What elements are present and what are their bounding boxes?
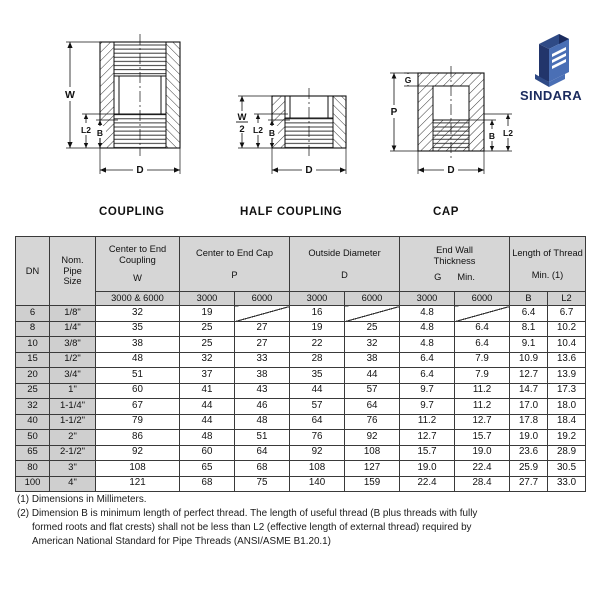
table-row <box>16 461 586 477</box>
cell-g-3000: 4.8 <box>400 306 455 322</box>
cell-p-3000: 19 <box>180 306 235 322</box>
cell-w-3000-6000: 121 <box>96 476 180 492</box>
footnotes-block <box>17 493 583 550</box>
svg-text:B: B <box>488 131 496 141</box>
cell-w-3000-6000: 32 <box>96 306 180 322</box>
half-coupling-caption: HALF COUPLING <box>240 206 343 218</box>
cell-g-6000: 22.4 <box>455 461 510 477</box>
sindara-logo <box>505 32 597 112</box>
table-row <box>16 337 586 353</box>
cell-d-6000: 76 <box>345 414 400 430</box>
cell-p-3000: 25 <box>180 321 235 337</box>
cell-p-3000: 44 <box>180 414 235 430</box>
cell-d-3000: 108 <box>290 461 345 477</box>
table-row <box>16 445 586 461</box>
cell-d-3000: 35 <box>290 368 345 384</box>
cell-g-3000: 15.7 <box>400 445 455 461</box>
svg-text:P: P <box>390 107 398 118</box>
cell-l2: 18.0 <box>548 399 586 415</box>
cell-dn: 15 <box>16 352 50 368</box>
cell-d-3000: 22 <box>290 337 345 353</box>
cell-l2: 30.5 <box>548 461 586 477</box>
subheader-g-3000: 3000 <box>400 292 455 306</box>
cell-b: 17.8 <box>510 414 548 430</box>
cell-b: 25.9 <box>510 461 548 477</box>
cell-d-6000: 159 <box>345 476 400 492</box>
cell-dn: 80 <box>16 461 50 477</box>
footnote-2-line-1: (2) Dimension B is minimum length of perfect thread. The length of useful thread (B plus threads with fully <box>17 508 478 520</box>
table-row <box>16 476 586 492</box>
svg-text:W: W <box>65 89 75 101</box>
cell-l2: 19.2 <box>548 430 586 446</box>
cell-g-6000: 19.0 <box>455 445 510 461</box>
cell-d-3000: 76 <box>290 430 345 446</box>
table-row <box>16 321 586 337</box>
cell-b: 12.7 <box>510 368 548 384</box>
table-row <box>16 383 586 399</box>
cell-nominal-pipe-size: 4" <box>50 476 96 492</box>
svg-text:G: G <box>404 75 412 85</box>
coupling-drawing <box>48 28 223 200</box>
cell-nominal-pipe-size: 3" <box>50 461 96 477</box>
cell-p-6000 <box>235 306 290 322</box>
cell-b: 19.0 <box>510 430 548 446</box>
subheader-b: B <box>510 292 548 306</box>
cell-b: 14.7 <box>510 383 548 399</box>
cell-dn: 32 <box>16 399 50 415</box>
cell-g-3000: 9.7 <box>400 383 455 399</box>
cell-p-6000: 27 <box>235 337 290 353</box>
cell-d-6000: 38 <box>345 352 400 368</box>
cap-caption: CAP <box>433 206 460 218</box>
cell-nominal-pipe-size: 3/4" <box>50 368 96 384</box>
col-header-nominal-pipe-size: Nom. Pipe Size <box>50 237 96 306</box>
cell-w-3000-6000: 35 <box>96 321 180 337</box>
cell-nominal-pipe-size: 1-1/2" <box>50 414 96 430</box>
cell-w-3000-6000: 108 <box>96 461 180 477</box>
cell-w-3000-6000: 86 <box>96 430 180 446</box>
cell-nominal-pipe-size: 1/8" <box>50 306 96 322</box>
cell-d-3000: 92 <box>290 445 345 461</box>
cell-p-3000: 41 <box>180 383 235 399</box>
cell-p-6000: 64 <box>235 445 290 461</box>
cell-l2: 13.6 <box>548 352 586 368</box>
cell-nominal-pipe-size: 1/4" <box>50 321 96 337</box>
cell-d-6000: 57 <box>345 383 400 399</box>
cell-p-6000: 48 <box>235 414 290 430</box>
cell-nominal-pipe-size: 1-1/4" <box>50 399 96 415</box>
isometric-block-logo-icon <box>505 32 597 88</box>
cell-l2: 6.7 <box>548 306 586 322</box>
svg-text:D: D <box>136 165 144 176</box>
cell-d-3000: 28 <box>290 352 345 368</box>
cell-g-3000: 9.7 <box>400 399 455 415</box>
cell-d-3000: 140 <box>290 476 345 492</box>
specification-table <box>15 236 586 492</box>
cell-d-6000: 32 <box>345 337 400 353</box>
cell-p-3000: 44 <box>180 399 235 415</box>
cell-g-3000: 12.7 <box>400 430 455 446</box>
coupling-caption: COUPLING <box>99 206 165 218</box>
cell-l2: 10.4 <box>548 337 586 353</box>
svg-text:L2: L2 <box>503 128 513 138</box>
cell-w-3000-6000: 48 <box>96 352 180 368</box>
cell-d-6000: 92 <box>345 430 400 446</box>
cell-g-6000: 15.7 <box>455 430 510 446</box>
cell-dn: 20 <box>16 368 50 384</box>
cell-nominal-pipe-size: 3/8" <box>50 337 96 353</box>
cell-dn: 6 <box>16 306 50 322</box>
cell-g-6000: 6.4 <box>455 337 510 353</box>
cell-l2: 10.2 <box>548 321 586 337</box>
subheader-d-6000: 6000 <box>345 292 400 306</box>
cell-w-3000-6000: 60 <box>96 383 180 399</box>
cell-p-6000: 43 <box>235 383 290 399</box>
cell-d-3000: 19 <box>290 321 345 337</box>
cell-g-3000: 4.8 <box>400 321 455 337</box>
subheader-l2: L2 <box>548 292 586 306</box>
subheader-w-3000-6000: 3000 & 6000 <box>96 292 180 306</box>
col-header-dn: DN <box>16 237 50 306</box>
svg-text:L2: L2 <box>81 125 91 135</box>
cell-b: 23.6 <box>510 445 548 461</box>
table-row <box>16 430 586 446</box>
specification-table-container <box>15 236 585 492</box>
cell-d-3000: 57 <box>290 399 345 415</box>
col-header-end-wall-thickness: End Wall Thickness G Min. <box>400 237 510 292</box>
cell-g-6000 <box>455 306 510 322</box>
end-wall-symbol-min: Min. <box>457 272 475 283</box>
cell-g-3000: 4.8 <box>400 337 455 353</box>
cell-w-3000-6000: 38 <box>96 337 180 353</box>
cell-b: 8.1 <box>510 321 548 337</box>
subheader-d-3000: 3000 <box>290 292 345 306</box>
cell-nominal-pipe-size: 2-1/2" <box>50 445 96 461</box>
end-wall-symbol-g: G <box>434 272 442 283</box>
table-header-row-main <box>16 237 586 292</box>
table-row <box>16 368 586 384</box>
cell-g-3000: 6.4 <box>400 368 455 384</box>
cell-dn: 8 <box>16 321 50 337</box>
cell-p-6000: 68 <box>235 461 290 477</box>
cell-p-3000: 68 <box>180 476 235 492</box>
subheader-p-6000: 6000 <box>235 292 290 306</box>
cell-p-3000: 48 <box>180 430 235 446</box>
cell-b: 6.4 <box>510 306 548 322</box>
col-header-center-to-end-coupling: Center to End Coupling W <box>96 237 180 292</box>
cell-d-3000: 64 <box>290 414 345 430</box>
cell-g-6000: 7.9 <box>455 352 510 368</box>
cell-p-6000: 33 <box>235 352 290 368</box>
half-coupling-drawing <box>222 28 382 200</box>
cell-dn: 25 <box>16 383 50 399</box>
cell-g-6000: 28.4 <box>455 476 510 492</box>
cell-dn: 65 <box>16 445 50 461</box>
table-row <box>16 306 586 322</box>
cell-g-6000: 7.9 <box>455 368 510 384</box>
cell-g-3000: 19.0 <box>400 461 455 477</box>
subheader-g-6000: 6000 <box>455 292 510 306</box>
cell-p-6000: 38 <box>235 368 290 384</box>
col-header-length-of-thread: Length of Thread Min. (1) <box>510 237 586 292</box>
cell-nominal-pipe-size: 1" <box>50 383 96 399</box>
cell-p-3000: 25 <box>180 337 235 353</box>
cell-w-3000-6000: 92 <box>96 445 180 461</box>
cell-p-6000: 51 <box>235 430 290 446</box>
cell-d-6000: 44 <box>345 368 400 384</box>
cell-p-6000: 27 <box>235 321 290 337</box>
cell-d-6000: 127 <box>345 461 400 477</box>
cell-dn: 100 <box>16 476 50 492</box>
cell-g-6000: 11.2 <box>455 399 510 415</box>
cell-l2: 13.9 <box>548 368 586 384</box>
table-header-row-sub <box>16 292 586 306</box>
cell-nominal-pipe-size: 1/2" <box>50 352 96 368</box>
cell-p-3000: 32 <box>180 352 235 368</box>
cell-d-6000 <box>345 306 400 322</box>
cell-l2: 28.9 <box>548 445 586 461</box>
cell-p-3000: 37 <box>180 368 235 384</box>
cell-l2: 17.3 <box>548 383 586 399</box>
cell-d-3000: 16 <box>290 306 345 322</box>
cell-dn: 40 <box>16 414 50 430</box>
col-header-center-to-end-cap: Center to End Cap P <box>180 237 290 292</box>
svg-text:D: D <box>447 165 455 176</box>
cell-g-6000: 12.7 <box>455 414 510 430</box>
technical-drawings-panel <box>0 0 600 228</box>
table-body <box>16 306 586 492</box>
subheader-p-3000: 3000 <box>180 292 235 306</box>
cell-w-3000-6000: 51 <box>96 368 180 384</box>
cell-p-3000: 60 <box>180 445 235 461</box>
sindara-logo-text: SINDARA <box>519 88 583 103</box>
footnote-2-line-3: American National Standard for Pipe Threads (ANSI/ASME B1.20.1) <box>32 536 331 548</box>
svg-text:2: 2 <box>239 124 245 135</box>
cell-g-6000: 6.4 <box>455 321 510 337</box>
cell-g-3000: 6.4 <box>400 352 455 368</box>
cell-d-6000: 25 <box>345 321 400 337</box>
svg-text:W: W <box>237 112 247 123</box>
cell-d-6000: 64 <box>345 399 400 415</box>
svg-text:L2: L2 <box>253 125 263 135</box>
svg-text:B: B <box>268 128 276 138</box>
cell-l2: 33.0 <box>548 476 586 492</box>
cell-p-6000: 46 <box>235 399 290 415</box>
cell-dn: 50 <box>16 430 50 446</box>
cell-b: 17.0 <box>510 399 548 415</box>
cell-b: 9.1 <box>510 337 548 353</box>
svg-text:B: B <box>96 128 104 138</box>
footnote-2-line-2: formed roots and flat crests) shall not be less than L2 (effective length of external thread) required by <box>32 522 472 534</box>
col-header-outside-diameter: Outside Diameter D <box>290 237 400 292</box>
cell-dn: 10 <box>16 337 50 353</box>
cell-b: 10.9 <box>510 352 548 368</box>
svg-text:D: D <box>305 165 313 176</box>
cell-w-3000-6000: 79 <box>96 414 180 430</box>
footnote-1: (1) Dimensions in Millimeters. <box>17 494 147 505</box>
cell-p-3000: 65 <box>180 461 235 477</box>
table-row <box>16 352 586 368</box>
cell-g-6000: 11.2 <box>455 383 510 399</box>
cell-g-3000: 11.2 <box>400 414 455 430</box>
table-row <box>16 399 586 415</box>
cell-d-3000: 44 <box>290 383 345 399</box>
cell-nominal-pipe-size: 2" <box>50 430 96 446</box>
cell-w-3000-6000: 67 <box>96 399 180 415</box>
table-row <box>16 414 586 430</box>
cell-p-6000: 75 <box>235 476 290 492</box>
cell-b: 27.7 <box>510 476 548 492</box>
cell-l2: 18.4 <box>548 414 586 430</box>
cell-g-3000: 22.4 <box>400 476 455 492</box>
cell-d-6000: 108 <box>345 445 400 461</box>
